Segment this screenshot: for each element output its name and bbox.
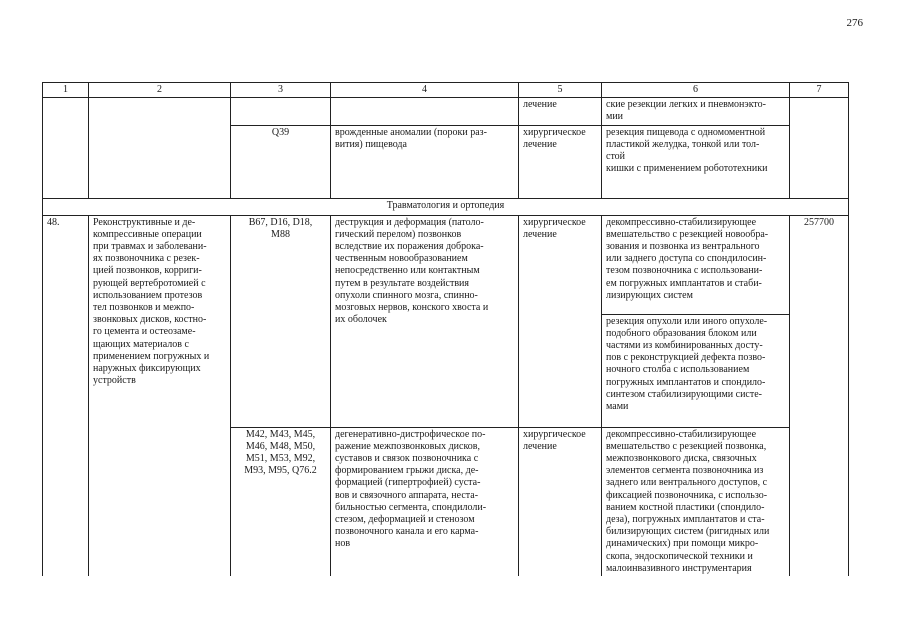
patient-model-cell xyxy=(331,427,519,576)
text-line: лечение xyxy=(523,228,557,240)
header-cell: 4 xyxy=(331,83,519,98)
text-line: устройств xyxy=(93,375,136,387)
text-line: билизирующих систем (ригидных или xyxy=(606,526,770,538)
text-line: пов с реконструкцией дефекта позво- xyxy=(606,352,766,364)
text-line: скопа, эндоскопической техники и xyxy=(606,550,753,562)
treatment-type-cell xyxy=(519,125,602,198)
text-line: лечение xyxy=(523,99,557,111)
text-line: их оболочек xyxy=(335,314,387,326)
text-line: тел позвонков и межпо- xyxy=(93,302,195,314)
method-cell xyxy=(602,427,790,576)
text-line: вследствие их поражения доброка- xyxy=(335,241,484,253)
text-line: пластикой желудка, тонкой или тол- xyxy=(606,138,760,150)
care-type-name-cell xyxy=(89,215,231,576)
text-line: позвоночного канала и его карма- xyxy=(335,526,479,538)
text-line: цией позвонков, корриги- xyxy=(93,265,202,277)
text-line: элементов сегмента позвоночника из xyxy=(606,465,764,477)
diagnosis-code-cell xyxy=(231,215,331,427)
text-line: M88 xyxy=(271,228,290,240)
text-line: декомпрессивно-стабилизирующее xyxy=(606,216,757,228)
text-line: M42, M43, M45, xyxy=(245,428,316,440)
price-cell xyxy=(790,215,849,576)
medical-care-table xyxy=(42,82,849,576)
text-line: деструкция и деформация (патоло- xyxy=(335,216,484,228)
text-line: при травмах и заболевани- xyxy=(93,241,207,253)
text-line: непосредственно или контактным xyxy=(335,265,480,277)
text-line: гический перелом) позвонков xyxy=(335,228,462,240)
text-line: хирургическое xyxy=(523,216,586,228)
text-line: декомпрессивно-стабилизирующее xyxy=(606,428,757,440)
page-number: 276 xyxy=(846,17,863,29)
text-line: вмешательство с резекцией позвонка, xyxy=(606,440,767,452)
text-line: ражение межпозвонковых дисков, xyxy=(335,440,481,452)
text-line: или заднего доступа со спондилосин- xyxy=(606,253,767,265)
empty-cell xyxy=(89,98,231,198)
text-line: ях позвоночника с резек- xyxy=(93,253,200,265)
text-line: рующей вертебротомией с xyxy=(93,277,206,289)
text-line: M51, M53, M92, xyxy=(245,453,316,465)
text-line: межпозвонкового диска, связочных xyxy=(606,453,757,465)
patient-model-cell xyxy=(331,215,519,427)
text-line: деза), погружных имплантатов и ста- xyxy=(606,514,765,526)
text-line: опухоли спинного мозга, спинно- xyxy=(335,289,478,301)
text-line: компрессивные операции xyxy=(93,228,202,240)
text-line: бильностью сегмента, спондилоли- xyxy=(335,501,487,513)
text-line: суставов и связок позвоночника с xyxy=(335,453,479,465)
treatment-type-cell xyxy=(519,98,602,125)
text-line: хирургическое xyxy=(523,428,586,440)
text-line: хирургическое xyxy=(523,126,586,138)
text-line: формированием грыжи диска, де- xyxy=(335,465,479,477)
text-line: зования и позвонка из вентрального xyxy=(606,241,760,253)
method-cell xyxy=(602,125,790,198)
header-cell: 3 xyxy=(231,83,331,98)
text-line: Реконструктивные и де- xyxy=(93,216,196,228)
text-line: заднего или вентрального доступов, с xyxy=(606,477,768,489)
diagnosis-code-cell xyxy=(231,427,331,576)
text-line: M93, M95, Q76.2 xyxy=(244,465,317,477)
text-line: наружных фиксирующих xyxy=(93,363,201,375)
text-line: чественным новообразованием xyxy=(335,253,468,265)
continued-row xyxy=(43,98,849,125)
header-cell: 2 xyxy=(89,83,231,98)
row-number-cell xyxy=(43,215,89,576)
empty-cell xyxy=(331,98,519,125)
header-cell: 6 xyxy=(602,83,790,98)
text-line: ванием костной пластики (спондило- xyxy=(606,501,765,513)
text-line: использованием протезов xyxy=(93,289,203,301)
text-line: кишки с применением робототехники xyxy=(606,163,768,175)
header-cell: 7 xyxy=(790,83,849,98)
text-line: применением погружных и xyxy=(93,350,210,362)
text-line: мии xyxy=(606,111,624,123)
text-line: вития) пищевода xyxy=(335,138,407,150)
header-cell: 5 xyxy=(519,83,602,98)
treatment-type-cell xyxy=(519,215,602,427)
section-title: Травматология и ортопедия xyxy=(43,198,849,215)
text-line: лизирующих систем xyxy=(606,289,693,301)
patient-model-cell xyxy=(331,125,519,198)
treatment-type-cell xyxy=(519,427,602,576)
method-cell xyxy=(602,215,790,314)
text-line: погружных имплантатов и спондило- xyxy=(606,376,766,388)
text-line: стезом, деформацией и стенозом xyxy=(335,514,475,526)
text-line: мами xyxy=(606,401,629,413)
diagnosis-code-cell xyxy=(231,125,331,198)
text-line: звонковых дисков, костно- xyxy=(93,314,207,326)
section-row xyxy=(43,198,849,215)
header-cell: 1 xyxy=(43,83,89,98)
empty-cell xyxy=(790,98,849,198)
row-48-part-1 xyxy=(43,215,849,314)
method-cell xyxy=(602,98,790,125)
text-line: мозговых нервов, конского хвоста и xyxy=(335,302,489,314)
text-line: резекция пищевода с одномоментной xyxy=(606,126,766,138)
text-line: M46, M48, M50, xyxy=(245,440,316,452)
text-line: ночного столба с использованием xyxy=(606,364,750,376)
text-line: синтезом стабилизирующими систе- xyxy=(606,388,762,400)
text-line: ем погружных имплантатов и стаби- xyxy=(606,277,762,289)
text-line: резекция опухоли или иного опухоле- xyxy=(606,315,768,327)
text-line: B67, D16, D18, xyxy=(248,216,313,228)
text-line: го цемента и остеозаме- xyxy=(93,326,196,338)
text-line: вов и связочного аппарата, неста- xyxy=(335,489,479,501)
text-line: вмешательство с резекцией новообра- xyxy=(606,228,769,240)
text-line: тезом позвоночника с использовани- xyxy=(606,265,763,277)
text-line: лечение xyxy=(523,138,557,150)
text-line: малоинвазивного инструментария xyxy=(606,562,752,574)
empty-cell xyxy=(231,98,331,125)
header-row xyxy=(43,83,849,98)
text-line: 48. xyxy=(47,216,60,228)
text-line: Q39 xyxy=(271,126,290,138)
text-line: врожденные аномалии (пороки раз- xyxy=(335,126,487,138)
text-line: динамических) при помощи микро- xyxy=(606,538,759,550)
text-line: нов xyxy=(335,538,351,550)
text-line: частями из комбинированных досту- xyxy=(606,340,763,352)
empty-cell xyxy=(43,98,89,198)
text-line: щающих материалов с xyxy=(93,338,189,350)
method-cell xyxy=(602,314,790,427)
text-line: фиксацией позвоночника, с использо- xyxy=(606,489,768,501)
text-line: подобного образования блоком или xyxy=(606,327,757,339)
text-line: лечение xyxy=(523,440,557,452)
text-line: стой xyxy=(606,151,626,163)
text-line: 257700 xyxy=(804,216,834,228)
text-line: путем в результате воздействия xyxy=(335,277,470,289)
text-line: формацией (гипертрофией) суста- xyxy=(335,477,481,489)
text-line: дегенеративно-дистрофическое по- xyxy=(335,428,486,440)
text-line: ские резекции легких и пневмонэкто- xyxy=(606,99,766,111)
